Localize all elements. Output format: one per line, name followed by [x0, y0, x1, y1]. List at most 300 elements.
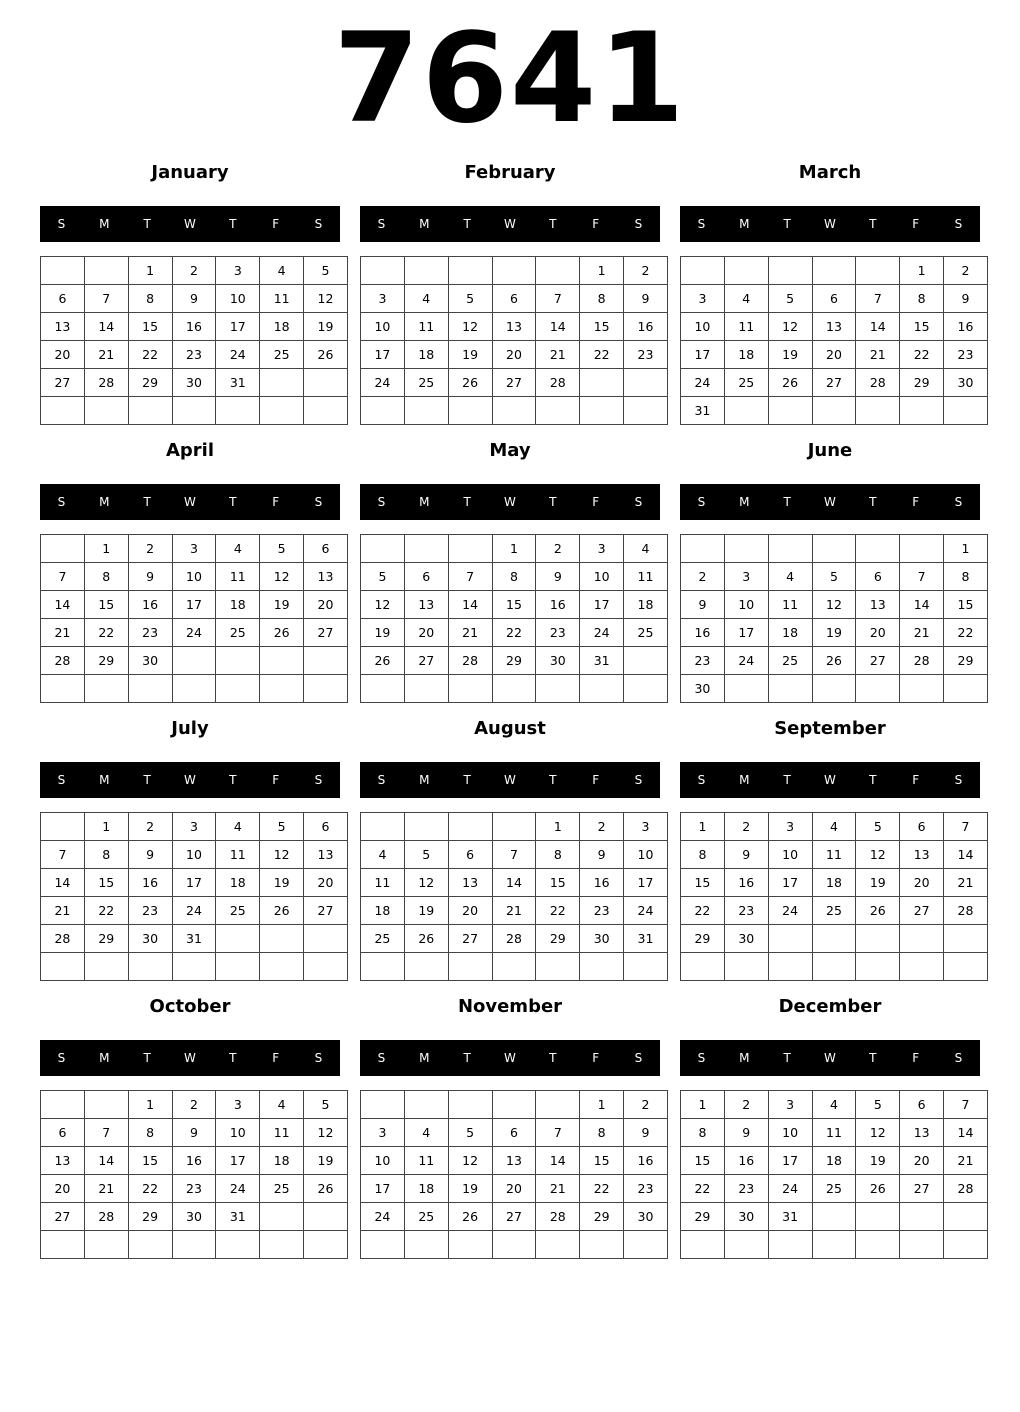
day-cell: 17 — [216, 1147, 260, 1175]
day-cell: 30 — [536, 647, 580, 675]
day-cell: 22 — [128, 341, 172, 369]
day-cell: 30 — [172, 1203, 216, 1231]
month-name: February — [464, 162, 556, 183]
day-cell: 5 — [304, 257, 348, 285]
weekday-header-bar — [40, 762, 340, 798]
day-cell — [260, 675, 304, 703]
day-cell — [361, 1231, 405, 1259]
week-row — [41, 841, 348, 869]
week-row — [41, 535, 348, 563]
week-row — [361, 619, 668, 647]
day-cell: 28 — [492, 925, 536, 953]
day-cell: 26 — [260, 897, 304, 925]
day-cell: 4 — [768, 563, 812, 591]
weekday-header: M — [99, 495, 110, 509]
day-cell: 2 — [681, 563, 725, 591]
day-cell — [768, 1231, 812, 1259]
day-cell: 16 — [128, 869, 172, 897]
day-cell: 8 — [128, 285, 172, 313]
day-cell: 11 — [260, 1119, 304, 1147]
weekday-header: S — [954, 217, 963, 231]
day-cell: 9 — [580, 841, 624, 869]
weekday-header-bar — [360, 1040, 660, 1076]
weekday-header: M — [419, 1051, 430, 1065]
day-cell: 4 — [812, 1091, 856, 1119]
weekday-header: W — [184, 495, 196, 509]
day-cell: 18 — [404, 1175, 448, 1203]
week-row — [361, 563, 668, 591]
weekday-header: F — [912, 217, 920, 231]
weekday-header: F — [272, 217, 280, 231]
week-row — [681, 925, 988, 953]
day-cell: 4 — [624, 535, 668, 563]
day-cell — [304, 397, 348, 425]
day-cell: 12 — [304, 285, 348, 313]
week-row — [361, 869, 668, 897]
weekday-header: T — [869, 495, 877, 509]
weekday-header: S — [377, 495, 386, 509]
week-row — [681, 1091, 988, 1119]
day-cell — [260, 1231, 304, 1259]
day-cell — [492, 257, 536, 285]
month-name: October — [149, 996, 231, 1017]
day-cell: 12 — [404, 869, 448, 897]
week-row — [41, 1203, 348, 1231]
day-cell: 15 — [536, 869, 580, 897]
day-cell: 3 — [361, 1119, 405, 1147]
week-row — [681, 369, 988, 397]
day-cell: 9 — [624, 1119, 668, 1147]
day-cell — [900, 925, 944, 953]
day-cell: 5 — [856, 813, 900, 841]
day-cell — [900, 535, 944, 563]
weekday-header-bar — [40, 484, 340, 520]
week-row — [361, 841, 668, 869]
day-cell — [768, 675, 812, 703]
weekday-header: T — [463, 217, 471, 231]
day-cell: 16 — [724, 1147, 768, 1175]
day-cell: 23 — [580, 897, 624, 925]
day-cell: 28 — [84, 369, 128, 397]
day-cell: 27 — [492, 1203, 536, 1231]
day-grid — [360, 256, 668, 425]
day-cell — [404, 1231, 448, 1259]
day-cell: 23 — [536, 619, 580, 647]
day-cell — [260, 397, 304, 425]
weekday-header: S — [697, 773, 706, 787]
day-cell: 6 — [404, 563, 448, 591]
weekday-header: F — [912, 773, 920, 787]
day-cell — [404, 397, 448, 425]
day-cell: 23 — [624, 341, 668, 369]
weekday-header-bar — [360, 762, 660, 798]
week-row — [361, 897, 668, 925]
day-cell — [681, 257, 725, 285]
day-cell: 27 — [304, 619, 348, 647]
month-name: April — [165, 440, 215, 461]
day-cell — [492, 397, 536, 425]
day-cell: 3 — [624, 813, 668, 841]
day-cell: 16 — [624, 313, 668, 341]
day-cell: 3 — [768, 813, 812, 841]
day-cell — [580, 369, 624, 397]
day-cell: 10 — [216, 285, 260, 313]
day-cell: 27 — [404, 647, 448, 675]
day-cell: 13 — [492, 1147, 536, 1175]
day-cell: 25 — [361, 925, 405, 953]
weekday-header: T — [143, 217, 151, 231]
day-cell: 27 — [900, 897, 944, 925]
day-cell: 10 — [361, 313, 405, 341]
day-cell: 17 — [580, 591, 624, 619]
day-cell — [128, 1231, 172, 1259]
weekday-header: S — [697, 1051, 706, 1065]
month-name: September — [774, 718, 886, 739]
week-row — [681, 869, 988, 897]
day-cell — [536, 1231, 580, 1259]
day-cell: 3 — [768, 1091, 812, 1119]
week-row — [681, 841, 988, 869]
day-cell: 6 — [304, 813, 348, 841]
day-cell: 28 — [944, 1175, 988, 1203]
day-cell: 27 — [41, 369, 85, 397]
day-cell: 13 — [304, 563, 348, 591]
day-cell: 13 — [448, 869, 492, 897]
day-cell: 22 — [84, 619, 128, 647]
day-cell — [361, 397, 405, 425]
day-cell: 10 — [361, 1147, 405, 1175]
day-cell — [580, 953, 624, 981]
week-row — [41, 341, 348, 369]
day-cell: 20 — [41, 1175, 85, 1203]
weekday-header: S — [314, 773, 323, 787]
weekday-header: M — [739, 217, 750, 231]
day-cell: 29 — [128, 1203, 172, 1231]
day-cell: 19 — [856, 1147, 900, 1175]
day-cell: 11 — [404, 1147, 448, 1175]
day-cell: 4 — [260, 257, 304, 285]
day-cell: 8 — [84, 841, 128, 869]
weekday-header: S — [377, 217, 386, 231]
day-cell: 19 — [304, 1147, 348, 1175]
day-cell: 29 — [492, 647, 536, 675]
day-cell: 6 — [304, 535, 348, 563]
week-row — [41, 647, 348, 675]
day-cell — [260, 953, 304, 981]
day-cell: 17 — [724, 619, 768, 647]
day-cell: 7 — [448, 563, 492, 591]
weekday-header-bar — [360, 484, 660, 520]
weekday-header: T — [783, 217, 791, 231]
day-cell: 18 — [216, 869, 260, 897]
day-cell — [128, 675, 172, 703]
day-cell: 25 — [260, 1175, 304, 1203]
day-cell: 17 — [361, 1175, 405, 1203]
day-grid — [40, 812, 348, 981]
day-cell: 8 — [580, 285, 624, 313]
day-cell: 26 — [812, 647, 856, 675]
day-cell: 5 — [260, 535, 304, 563]
day-cell — [624, 647, 668, 675]
day-cell: 3 — [216, 1091, 260, 1119]
day-cell: 27 — [856, 647, 900, 675]
week-row — [41, 953, 348, 981]
day-cell: 21 — [944, 869, 988, 897]
day-cell: 3 — [172, 813, 216, 841]
day-cell — [404, 675, 448, 703]
weekday-header: T — [549, 495, 557, 509]
week-row — [41, 1091, 348, 1119]
day-cell — [260, 369, 304, 397]
day-cell: 24 — [361, 1203, 405, 1231]
day-cell: 25 — [404, 1203, 448, 1231]
day-cell — [768, 953, 812, 981]
day-cell: 12 — [768, 313, 812, 341]
day-cell: 11 — [812, 1119, 856, 1147]
day-cell: 22 — [681, 1175, 725, 1203]
day-grid — [360, 812, 668, 981]
day-cell: 25 — [404, 369, 448, 397]
day-cell: 14 — [856, 313, 900, 341]
weekday-header: W — [504, 495, 516, 509]
day-cell: 6 — [900, 1091, 944, 1119]
day-cell: 9 — [172, 285, 216, 313]
day-cell: 30 — [128, 647, 172, 675]
day-cell: 16 — [128, 591, 172, 619]
day-cell: 20 — [41, 341, 85, 369]
day-cell: 22 — [580, 341, 624, 369]
week-row — [681, 953, 988, 981]
day-cell: 24 — [681, 369, 725, 397]
day-cell — [812, 925, 856, 953]
day-cell — [768, 925, 812, 953]
day-cell: 12 — [304, 1119, 348, 1147]
day-cell: 4 — [216, 535, 260, 563]
week-row — [41, 619, 348, 647]
day-cell — [812, 953, 856, 981]
day-cell: 2 — [724, 813, 768, 841]
day-cell: 19 — [304, 313, 348, 341]
day-cell: 5 — [856, 1091, 900, 1119]
weekday-header: S — [57, 217, 66, 231]
week-row — [681, 397, 988, 425]
day-cell: 10 — [580, 563, 624, 591]
day-cell — [724, 257, 768, 285]
weekday-header-bar — [680, 1040, 980, 1076]
day-cell: 30 — [624, 1203, 668, 1231]
day-cell: 9 — [681, 591, 725, 619]
day-cell: 19 — [404, 897, 448, 925]
day-cell: 14 — [84, 1147, 128, 1175]
weekday-header: M — [419, 217, 430, 231]
day-cell: 5 — [404, 841, 448, 869]
weekday-header: T — [229, 773, 237, 787]
day-cell: 3 — [681, 285, 725, 313]
day-cell — [41, 1091, 85, 1119]
day-cell: 26 — [448, 1203, 492, 1231]
day-cell — [304, 369, 348, 397]
week-row — [681, 647, 988, 675]
day-cell — [944, 1203, 988, 1231]
day-cell: 7 — [856, 285, 900, 313]
day-cell: 19 — [768, 341, 812, 369]
day-cell: 28 — [41, 647, 85, 675]
day-cell: 23 — [128, 897, 172, 925]
weekday-header: S — [634, 217, 643, 231]
weekday-header: M — [419, 495, 430, 509]
week-row — [681, 675, 988, 703]
day-cell: 1 — [580, 1091, 624, 1119]
day-cell: 6 — [492, 285, 536, 313]
day-cell: 21 — [536, 1175, 580, 1203]
week-row — [41, 257, 348, 285]
day-cell: 23 — [172, 1175, 216, 1203]
day-cell — [724, 675, 768, 703]
week-row — [361, 1119, 668, 1147]
day-cell: 27 — [448, 925, 492, 953]
day-cell: 23 — [172, 341, 216, 369]
week-row — [681, 257, 988, 285]
day-cell: 2 — [724, 1091, 768, 1119]
month-name: July — [171, 718, 209, 739]
day-cell: 6 — [900, 813, 944, 841]
day-cell: 13 — [856, 591, 900, 619]
day-cell: 28 — [536, 1203, 580, 1231]
day-grid — [40, 534, 348, 703]
weekday-header: T — [143, 1051, 151, 1065]
week-row — [361, 925, 668, 953]
day-cell: 22 — [492, 619, 536, 647]
day-cell: 15 — [900, 313, 944, 341]
day-cell: 22 — [681, 897, 725, 925]
weekday-header: S — [697, 495, 706, 509]
day-cell — [900, 675, 944, 703]
day-cell: 12 — [448, 313, 492, 341]
day-cell: 15 — [944, 591, 988, 619]
day-cell — [84, 1091, 128, 1119]
day-cell: 9 — [128, 841, 172, 869]
day-cell: 29 — [944, 647, 988, 675]
weekday-header: S — [314, 217, 323, 231]
day-cell: 22 — [536, 897, 580, 925]
day-cell — [448, 535, 492, 563]
day-cell: 15 — [580, 1147, 624, 1175]
day-cell: 15 — [580, 313, 624, 341]
day-cell: 23 — [128, 619, 172, 647]
day-cell: 14 — [84, 313, 128, 341]
day-cell — [944, 675, 988, 703]
day-cell: 2 — [172, 1091, 216, 1119]
day-cell — [900, 1231, 944, 1259]
day-cell: 7 — [944, 1091, 988, 1119]
weekday-header-bar — [40, 206, 340, 242]
day-cell: 28 — [536, 369, 580, 397]
day-cell: 8 — [84, 563, 128, 591]
week-row — [681, 1119, 988, 1147]
weekday-header: M — [99, 217, 110, 231]
day-cell — [172, 647, 216, 675]
day-cell: 26 — [260, 619, 304, 647]
day-cell — [216, 647, 260, 675]
day-cell: 30 — [724, 925, 768, 953]
day-cell: 19 — [856, 869, 900, 897]
day-cell: 31 — [768, 1203, 812, 1231]
day-cell — [41, 535, 85, 563]
day-cell — [84, 675, 128, 703]
day-cell: 22 — [900, 341, 944, 369]
day-cell — [681, 953, 725, 981]
week-row — [681, 341, 988, 369]
weekday-header: S — [57, 773, 66, 787]
day-cell: 15 — [681, 869, 725, 897]
day-cell: 25 — [216, 619, 260, 647]
weekday-header: S — [57, 495, 66, 509]
weekday-header: T — [783, 773, 791, 787]
week-row — [681, 813, 988, 841]
day-cell: 15 — [128, 313, 172, 341]
day-cell — [856, 397, 900, 425]
day-cell — [361, 675, 405, 703]
week-row — [41, 925, 348, 953]
day-cell — [448, 397, 492, 425]
day-cell: 6 — [448, 841, 492, 869]
day-cell: 10 — [681, 313, 725, 341]
day-cell: 15 — [128, 1147, 172, 1175]
day-cell — [580, 675, 624, 703]
day-cell: 14 — [944, 1119, 988, 1147]
day-cell — [361, 813, 405, 841]
day-cell: 25 — [812, 897, 856, 925]
day-cell — [492, 813, 536, 841]
day-cell: 12 — [812, 591, 856, 619]
day-cell: 4 — [404, 1119, 448, 1147]
day-cell — [84, 953, 128, 981]
day-cell — [724, 397, 768, 425]
day-cell: 15 — [84, 591, 128, 619]
day-cell: 27 — [900, 1175, 944, 1203]
day-cell: 16 — [624, 1147, 668, 1175]
weekday-header: S — [954, 773, 963, 787]
day-cell — [172, 1231, 216, 1259]
day-cell — [448, 257, 492, 285]
day-cell: 18 — [216, 591, 260, 619]
day-cell — [448, 813, 492, 841]
day-cell — [944, 1231, 988, 1259]
year-title: 7641 — [333, 7, 687, 151]
day-cell — [304, 675, 348, 703]
day-grid — [40, 1090, 348, 1259]
day-cell: 6 — [492, 1119, 536, 1147]
day-cell: 28 — [448, 647, 492, 675]
weekday-header: S — [954, 495, 963, 509]
day-cell: 11 — [260, 285, 304, 313]
day-cell — [944, 925, 988, 953]
day-cell: 24 — [216, 341, 260, 369]
day-cell: 28 — [856, 369, 900, 397]
day-cell: 26 — [404, 925, 448, 953]
week-row — [681, 285, 988, 313]
week-row — [41, 675, 348, 703]
day-cell: 7 — [84, 285, 128, 313]
weekday-header: W — [824, 217, 836, 231]
day-cell: 4 — [812, 813, 856, 841]
day-cell — [681, 535, 725, 563]
day-cell: 26 — [448, 369, 492, 397]
day-cell: 30 — [681, 675, 725, 703]
week-row — [361, 285, 668, 313]
day-cell: 2 — [172, 257, 216, 285]
day-cell: 7 — [41, 563, 85, 591]
